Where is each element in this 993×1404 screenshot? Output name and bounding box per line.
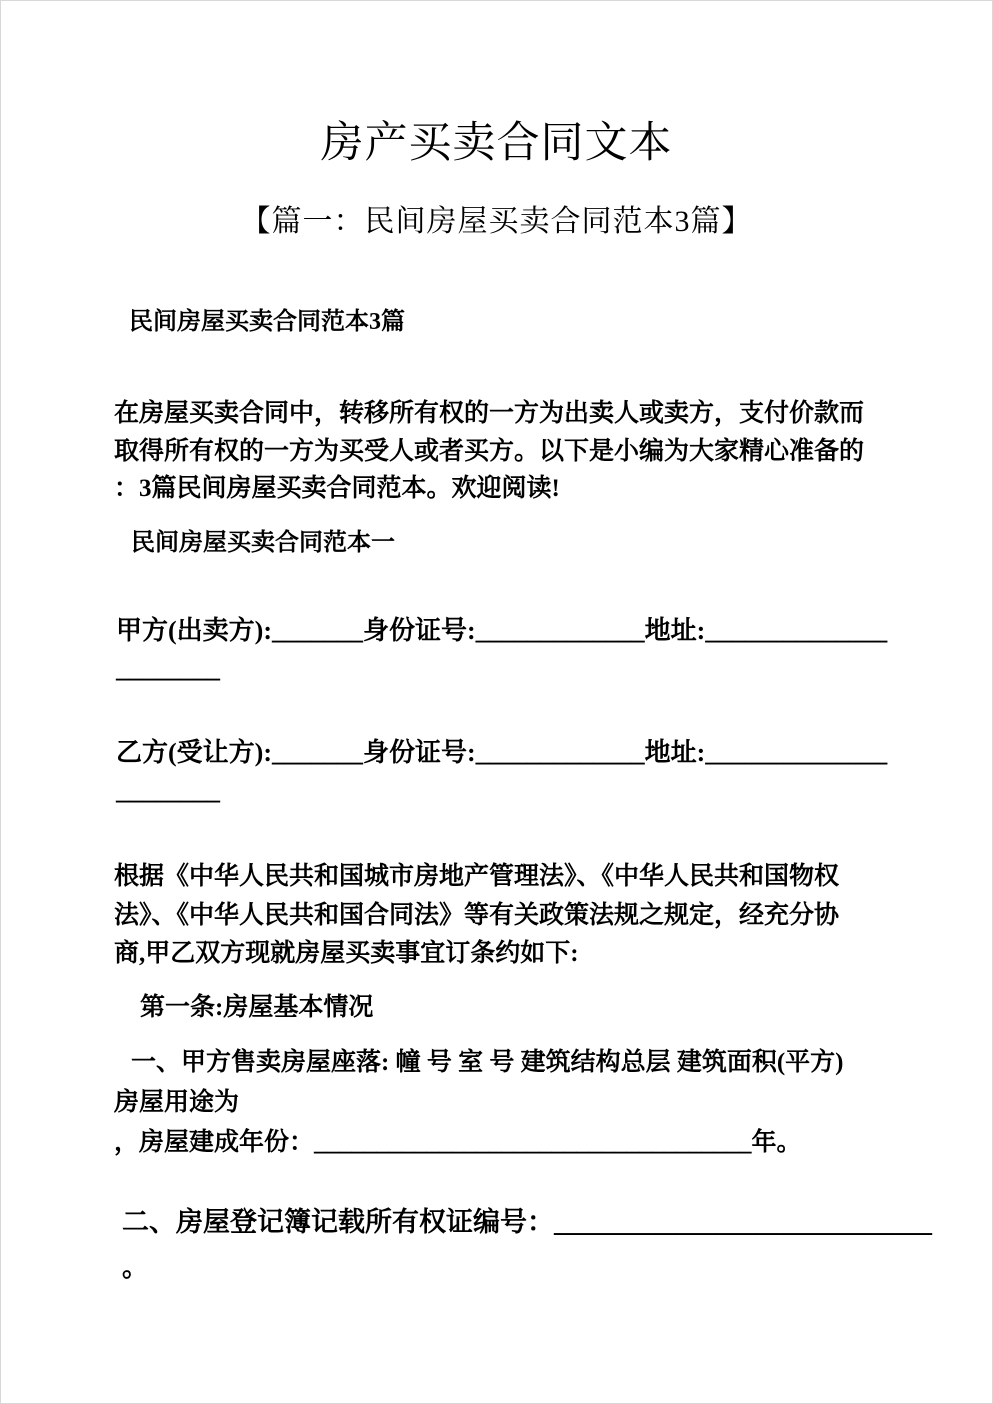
document-subtitle: 【篇一：民间房屋买卖合同范本3篇】 [240,205,753,238]
party-a-block [116,612,916,688]
party-b-block [116,734,916,810]
intro-line-1: 在房屋买卖合同中，转移所有权的一方为出卖人或卖方，支付价款而 [114,400,865,427]
clause-2-line: 二、房屋登记簿记载所有权证编号：____________________________ [122,1207,932,1237]
document-title: 房产买卖合同文本 [320,120,673,167]
sample-list-heading: 民间房屋买卖合同范本3篇 [129,309,405,335]
legal-basis-paragraph [114,858,914,974]
closing-period: 。 [122,1253,149,1282]
intro-line-3: ：3篇民间房屋买卖合同范本。欢迎阅读! [114,475,560,502]
article-1-heading: 第一条:房屋基本情况 [140,994,374,1021]
clause-1-block [114,1043,924,1163]
clause-1-line-2: 房屋用途为 [114,1089,240,1116]
clause-1-line-1: 一、甲方售卖房屋座落: 幢 号 室 号 建筑结构总层 建筑面积(平方) [131,1049,844,1076]
clause-1-line-3: ，房屋建成年份：___________________________________年。 [114,1129,802,1156]
party-b-line: 乙方(受让方):_______身份证号:_____________地址:______________ [116,738,888,767]
party-a-line: 甲方(出卖方):_______身份证号:_____________地址:______________ [116,616,888,645]
legal-line-3: 商,甲乙双方现就房屋买卖事宜订条约如下: [114,940,579,967]
party-a-continuation-blank: ________ [116,654,220,683]
legal-line-1: 根据《中华人民共和国城市房地产管理法》、《中华人民共和国物权 [114,863,840,890]
legal-line-2: 法》、《中华人民共和国合同法》等有关政策法规之规定，经充分协 [114,901,840,929]
intro-line-2: 取得所有权的一方为买受人或者买方。以下是小编为大家精心准备的 [114,437,865,465]
sample-one-heading: 民间房屋买卖合同范本一 [131,530,395,556]
party-b-continuation-blank: ________ [116,776,220,805]
intro-paragraph [114,395,914,508]
